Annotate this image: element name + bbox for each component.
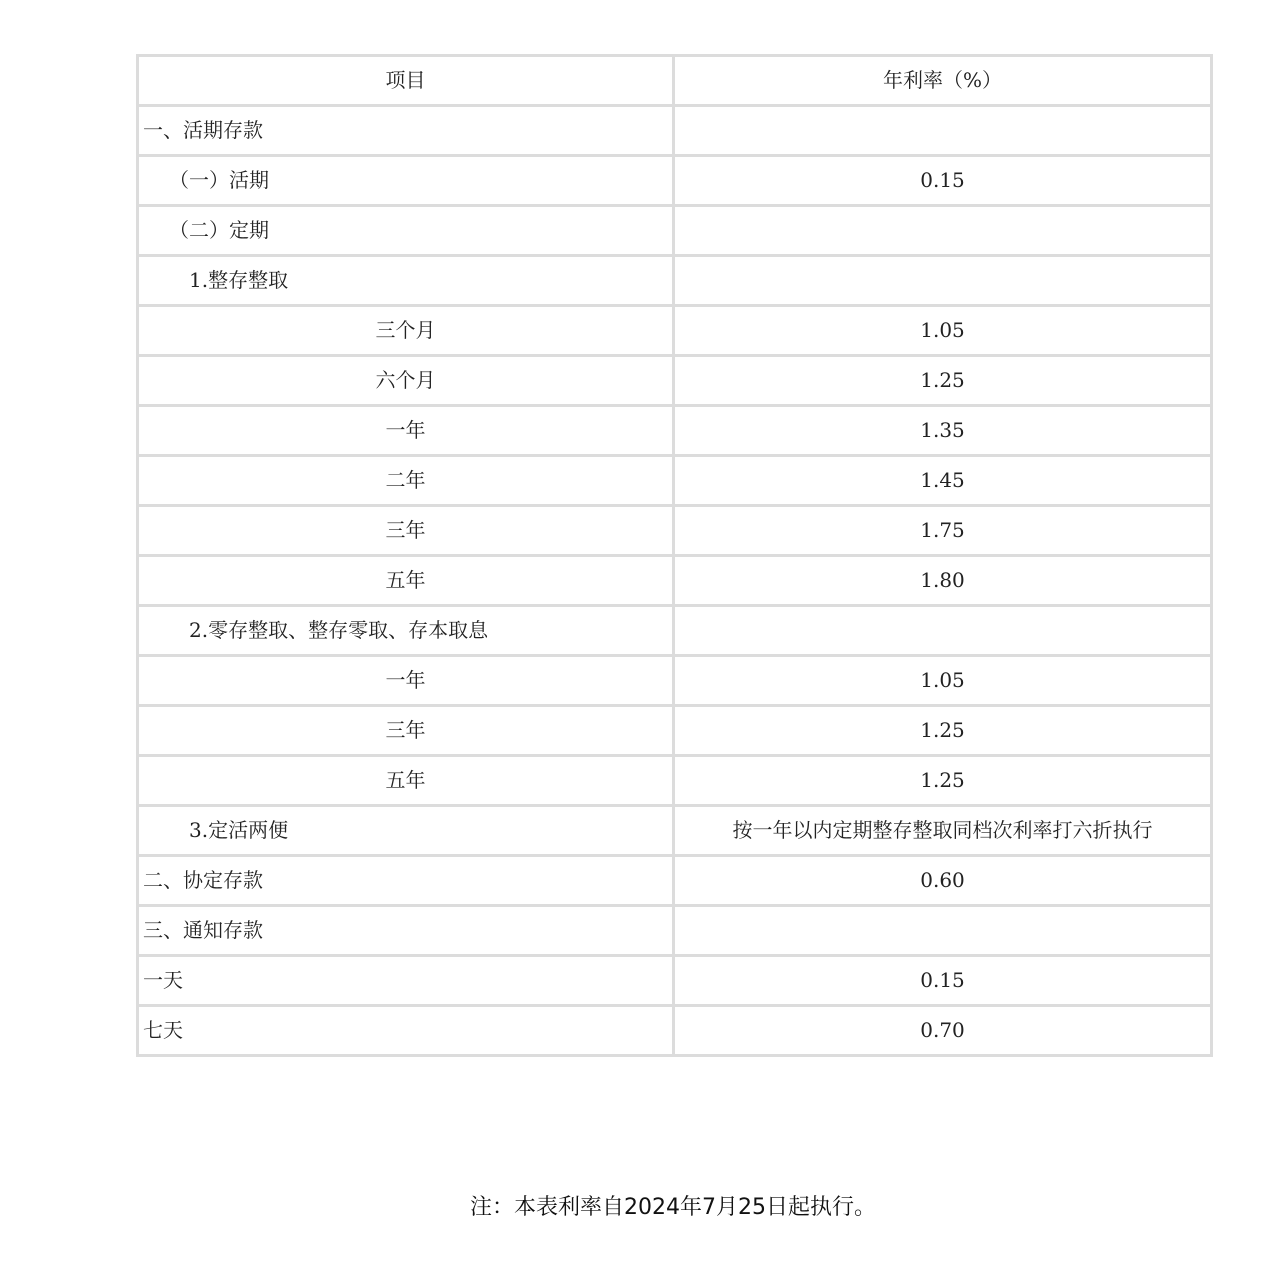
table-body	[138, 106, 1212, 1056]
table-row	[138, 406, 1212, 456]
cell-item: 三个月	[138, 306, 674, 356]
table-row	[138, 606, 1212, 656]
cell-rate: 1.80	[674, 556, 1212, 606]
cell-item: 三年	[138, 706, 674, 756]
table-row	[138, 1006, 1212, 1056]
table-row	[138, 906, 1212, 956]
table-row	[138, 456, 1212, 506]
cell-item: 六个月	[138, 356, 674, 406]
cell-item: 三年	[138, 506, 674, 556]
cell-rate	[674, 256, 1212, 306]
cell-rate: 1.75	[674, 506, 1212, 556]
cell-item: 二、协定存款	[138, 856, 674, 906]
table-row	[138, 506, 1212, 556]
cell-rate	[674, 906, 1212, 956]
cell-rate	[674, 606, 1212, 656]
cell-item: 五年	[138, 556, 674, 606]
cell-rate: 0.60	[674, 856, 1212, 906]
table-row	[138, 156, 1212, 206]
table-row	[138, 306, 1212, 356]
table-row	[138, 206, 1212, 256]
table-row	[138, 756, 1212, 806]
cell-rate: 1.25	[674, 756, 1212, 806]
table-row	[138, 356, 1212, 406]
cell-item: 3.定活两便	[138, 806, 674, 856]
table-header-row	[138, 56, 1212, 106]
table-row	[138, 806, 1212, 856]
cell-item: 五年	[138, 756, 674, 806]
cell-rate: 0.70	[674, 1006, 1212, 1056]
cell-item: 一年	[138, 406, 674, 456]
cell-rate: 按一年以内定期整存整取同档次利率打六折执行	[674, 806, 1212, 856]
cell-rate: 1.25	[674, 706, 1212, 756]
cell-item: 1.整存整取	[138, 256, 674, 306]
cell-item: 七天	[138, 1006, 674, 1056]
table-row	[138, 856, 1212, 906]
cell-rate: 1.05	[674, 656, 1212, 706]
cell-rate: 1.25	[674, 356, 1212, 406]
header-item: 项目	[138, 56, 674, 106]
table-row	[138, 106, 1212, 156]
table-row	[138, 656, 1212, 706]
cell-rate: 1.05	[674, 306, 1212, 356]
table-row	[138, 956, 1212, 1006]
cell-item: 一年	[138, 656, 674, 706]
cell-item: 一、活期存款	[138, 106, 674, 156]
cell-rate	[674, 206, 1212, 256]
cell-rate	[674, 106, 1212, 156]
cell-item: 二年	[138, 456, 674, 506]
table-row	[138, 256, 1212, 306]
cell-item: 三、通知存款	[138, 906, 674, 956]
table-row	[138, 706, 1212, 756]
cell-rate: 1.35	[674, 406, 1212, 456]
footnote: 注：本表利率自2024年7月25日起执行。	[470, 1195, 876, 1220]
cell-item: （二）定期	[138, 206, 674, 256]
cell-item: 2.零存整取、整存零取、存本取息	[138, 606, 674, 656]
cell-rate: 0.15	[674, 156, 1212, 206]
cell-item: （一）活期	[138, 156, 674, 206]
header-rate: 年利率（%）	[674, 56, 1212, 106]
cell-rate: 0.15	[674, 956, 1212, 1006]
deposit-rate-table	[136, 54, 1213, 1057]
cell-item: 一天	[138, 956, 674, 1006]
cell-rate: 1.45	[674, 456, 1212, 506]
table-row	[138, 556, 1212, 606]
